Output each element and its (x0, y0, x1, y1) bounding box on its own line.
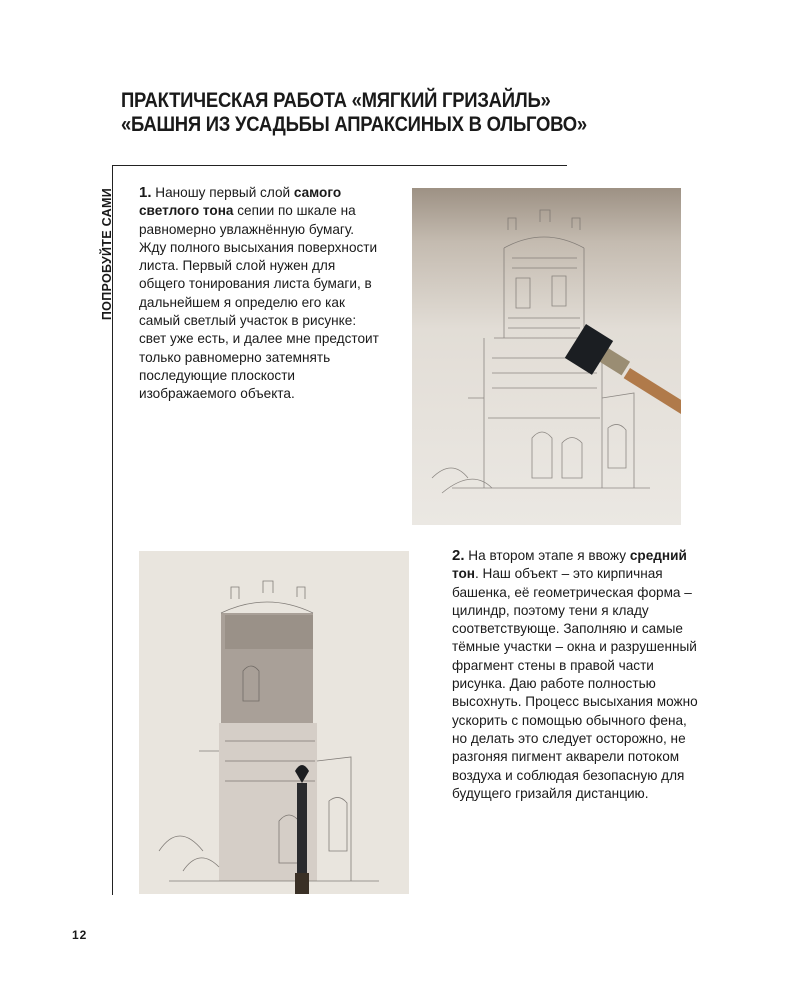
step-2-text (452, 547, 702, 803)
step-2-body: . Наш объект – это кирпичная башенка, её геометрическая форма – цилиндр, поэтому тени я кладу соответствующе. Заполняю и самые тёмные участки – окна и разрушенный фрагмент стены в правой части рисунка. Даю работе полностью высохнуть. Процесс высыхания можно ускорить с помощью обычного фена, но делать это следует осторожно, не разгоняя пигмент акварели потоком воздуха и соблюдая безопасную для будущего гризайля дистанцию. (452, 566, 698, 801)
title-line-2: «БАШНЯ ИЗ УСАДЬБЫ АПРАКСИНЫХ В ОЛЬГОВО» (121, 112, 587, 136)
step-2-photo (139, 551, 409, 894)
horizontal-rule (112, 165, 567, 166)
step-1-number: 1. (139, 184, 152, 201)
step-1-body: сепии по шкале на равномерно увлажнённую бумагу. Жду полного высыхания поверхности листа. Первый слой нужен для общего тонирования листа бумаги, в дальнейшем я определю его как самый светлый участок в рисунке: свет уже есть, и далее мне предстоит только равномерно затемнять последующие плоскости изображаемого объекта. (139, 203, 379, 402)
tower-sketch-with-round-brush-icon (139, 551, 409, 894)
tower-sketch-with-flat-brush-icon (412, 188, 681, 525)
side-section-label: ПОПРОБУЙТЕ САМИ (100, 188, 114, 321)
step-2-lead: На втором этапе я ввожу (464, 548, 630, 563)
title-line-1: ПРАКТИЧЕСКАЯ РАБОТА «МЯГКИЙ ГРИЗАЙЛЬ» (121, 88, 551, 112)
step-1-photo (412, 188, 681, 525)
step-1-text (139, 184, 379, 404)
step-2-emphasis: средний тон (452, 548, 687, 582)
page-number: 12 (72, 928, 88, 942)
step-1-lead: Наношу первый слой (151, 185, 294, 200)
step-1-emphasis: самого светлого тона (139, 185, 342, 219)
page-title (121, 88, 603, 136)
step-2-number: 2. (452, 547, 465, 564)
